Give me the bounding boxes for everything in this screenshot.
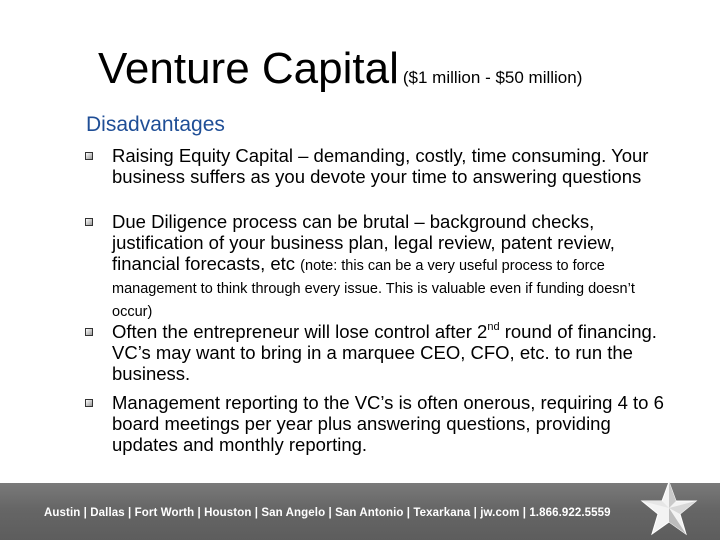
bullet-item [112, 321, 672, 384]
bullet-text: Raising Equity Capital – demanding, costly, time consuming. Your business suffers as you devote your time to answering questions [112, 145, 649, 187]
footer-contact-text: Austin | Dallas | Fort Worth | Houston | San Angelo | San Antonio | Texarkana | jw.com | 1.866.922.5559 [44, 507, 611, 519]
slide-title [98, 42, 582, 105]
bullet-square-icon [85, 328, 93, 336]
star-logo-icon [638, 478, 700, 540]
ordinal-superscript: nd [487, 321, 500, 333]
bullet-note: (note: this can be a very useful process to force management to think through every issue. This is valuable even if funding doesn’t occur) [112, 258, 635, 320]
bullet-text-continued: round of financing. VC’s may want to bring in a marquee CEO, CFO, etc. to run the business. [112, 321, 657, 384]
bullet-text: Due Diligence process can be brutal – background checks, justification of your business plan, legal review, patent review, financial forecasts, etc [112, 211, 615, 274]
bullet-square-icon [85, 218, 93, 226]
bullet-item [112, 145, 672, 187]
footer-bar [0, 483, 720, 540]
bullet-item [112, 211, 672, 322]
title-range: ($1 million - $50 million) [402, 68, 583, 87]
bullet-square-icon [85, 399, 93, 407]
bullet-square-icon [85, 152, 93, 160]
bullet-text: Management reporting to the VC’s is often onerous, requiring 4 to 6 board meetings per year plus answering questions, providing updates and monthly reporting. [112, 392, 664, 455]
bullet-text: Often the entrepreneur will lose control after 2 [112, 321, 488, 342]
section-heading: Disadvantages [86, 113, 225, 136]
title-main: Venture Capital [98, 44, 399, 93]
bullet-item [112, 392, 672, 455]
